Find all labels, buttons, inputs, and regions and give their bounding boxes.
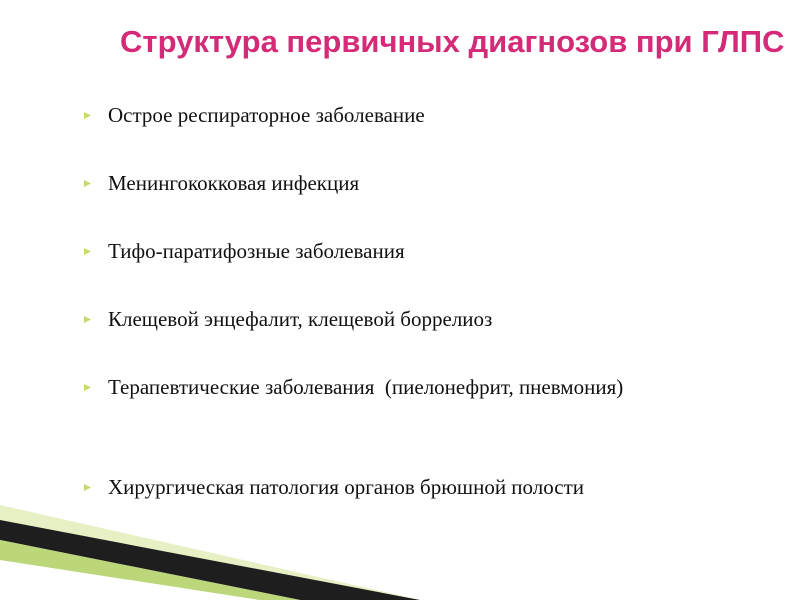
slide-title: Структура первичных диагнозов при ГЛПС	[120, 24, 785, 59]
list-item	[84, 306, 724, 332]
swoosh-light-band	[0, 505, 420, 600]
triangle-bullet-icon	[84, 484, 91, 491]
bullet-text: Терапевтические заболевания (пиелонефрит, пневмония)	[108, 375, 624, 399]
list-item	[84, 474, 724, 500]
list-item	[84, 170, 724, 196]
swoosh-dark-band	[0, 520, 420, 600]
bullet-text: Тифо-паратифозные заболевания	[108, 239, 405, 263]
bullet-text: Клещевой энцефалит, клещевой боррелиоз	[108, 307, 493, 331]
triangle-bullet-icon	[84, 180, 91, 187]
bullet-text: Менингококковая инфекция	[108, 171, 360, 195]
bullet-text: Острое респираторное заболевание	[108, 103, 425, 127]
list-item	[84, 374, 724, 400]
list-item	[84, 238, 724, 264]
bullet-text: Хирургическая патология органов брюшной полости	[108, 475, 585, 499]
triangle-bullet-icon	[84, 248, 91, 255]
swoosh-green-band	[0, 540, 300, 600]
list-item	[84, 102, 724, 128]
triangle-bullet-icon	[84, 316, 91, 323]
triangle-bullet-icon	[84, 384, 91, 391]
triangle-bullet-icon	[84, 112, 91, 119]
